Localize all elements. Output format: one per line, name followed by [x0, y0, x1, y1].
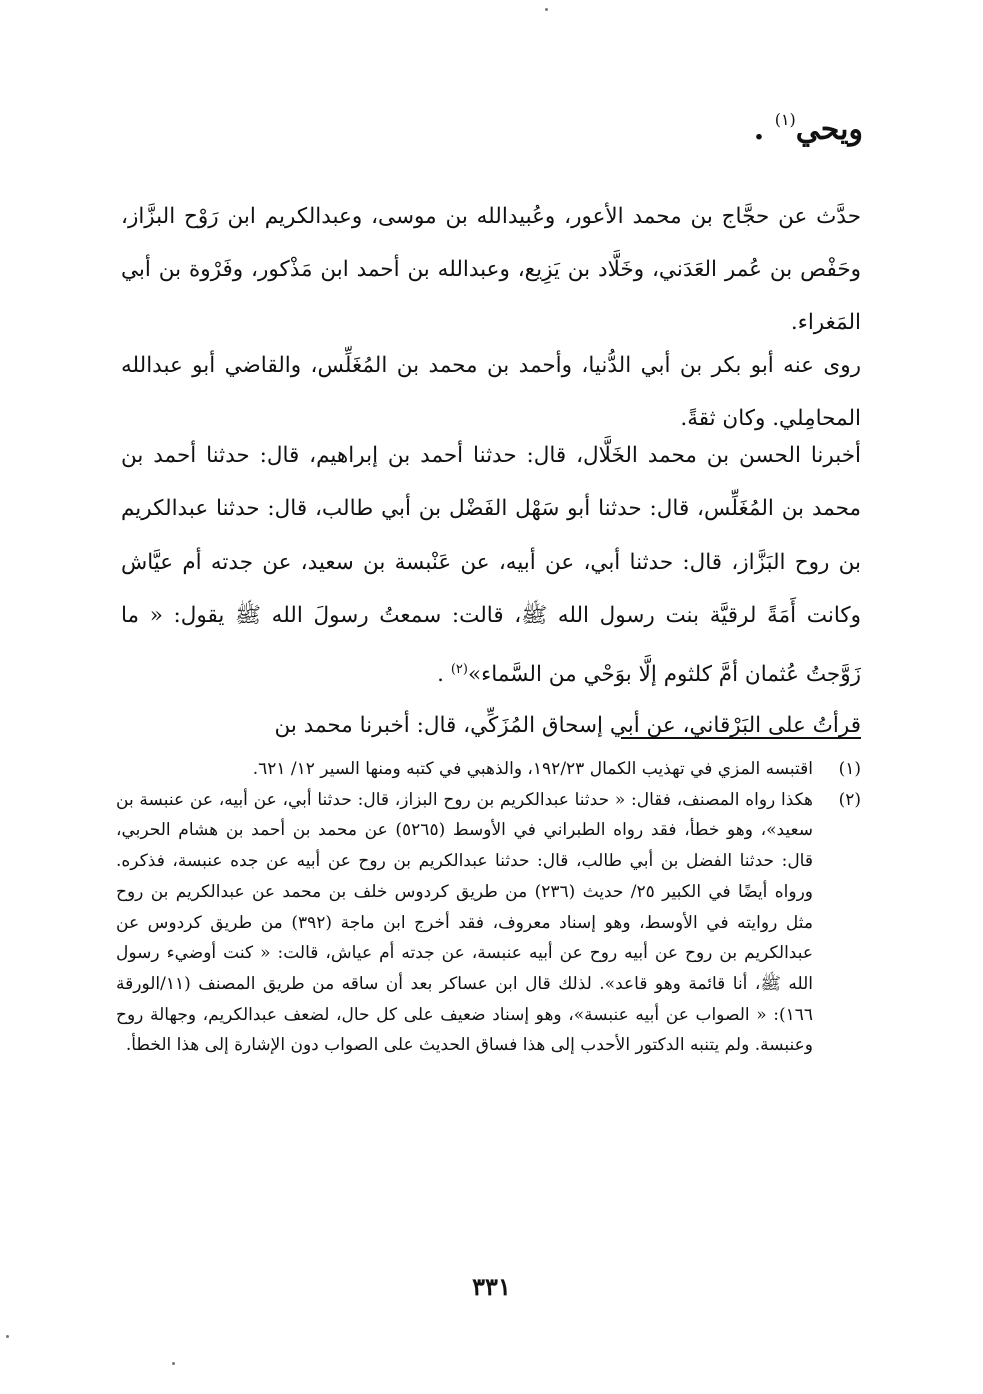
entry-heading-name: ويحي: [795, 112, 863, 147]
scan-speck: [6, 1335, 9, 1338]
footnote-1-text: اقتبسه المزي في تهذيب الكمال ١٩٢/٢٣، والذهبي في كتبه ومنها السير ١٢/ ٦٢١.: [252, 759, 813, 779]
footnote-2-text: هكذا رواه المصنف، فقال: « حدثنا عبدالكريم بن روح البزاز، قال: حدثنا أبي، عن أبيه، عن عنبسة بن سعيد»، وهو خطأ، فقد رواه الطبراني في الأوسط (٥٢٦٥) عن محمد بن أحمد بن هشام الحربي، قال: حدثنا الفضل بن أبي طالب، قال: حدثنا عبدالكريم بن روح عن أبيه عن جده عنبسة، فذكره. ورواه أيضًا في الكبير ٢٥/ حديث (٢٣٦) من طريق كردوس خلف بن محمد عن عبدالكريم بن روح مثل روايته في الأوسط، وهو إسناد معروف، فقد أخرج ابن ماجة (٣٩٢) من طريق كردوس عن عبدالكريم بن روح عن أبيه روح عن أبيه عنبسة، عن جدته أم عياش، قالت: « كنت أوضيء رسول الله ﷺ، أنا قائمة وهو قاعد». لذلك قال ابن عساكر بعد أن ساقه من طريق المصنف (١١/الورقة ١٦٦): « الصواب عن أبيه عنبسة»، وهو إسناد ضعيف على كل حال، لضعف عبدالكريم، وجهالة روح وعنبسة. ولم يتنبه الدكتور الأحدب إلى هذا فساق الحديث على الصواب دون الإشارة إلى هذا الخطأ.: [116, 789, 814, 1056]
scan-speck: [545, 8, 548, 11]
paragraph-continuation: قرأتُ على البَرْقاني، عن أبي إسحاق المُزَكِّي، قال: أخبرنا محمد بن: [274, 712, 861, 738]
paragraph-teachers: حدَّث عن حجَّاج بن محمد الأعور، وعُبيدالله بن موسى، وعبدالكريم ابن رَوْح البزَّاز، وحَفْص بن عُمر العَدَني، وخَلَّاد بن يَزِيع، وعبدالله بن أحمد ابن مَذْكور، وفَرْوة بن أبي المَغراء.: [121, 203, 861, 335]
footnote-2-number: (٢): [838, 789, 861, 810]
footnotes-section: [116, 754, 861, 1061]
footnote-2: [116, 785, 861, 1061]
footnote-1-number: (١): [838, 759, 861, 779]
heading-trailing-dot: .: [753, 112, 765, 147]
footnote-1: [116, 754, 861, 785]
hadith-footnote-ref: (٢): [450, 661, 468, 677]
hadith-text: أخبرنا الحسن بن محمد الخَلَّال، قال: حدثنا أحمد بن إبراهيم، قال: حدثنا أحمد بن محمد بن المُغَلِّس، قال: حدثنا أبو سَهْل الفَضْل بن أبي طالب، قال: حدثنا عبدالكريم بن روح البَزَّاز، قال: حدثنا أبي، عن أبيه، عن عَنْبسة بن سعيد، عن جدته أم عيَّاش وكانت أَمَةً لرقيَّة بنت رسول الله ﷺ، قالت: سمعتُ رسولَ الله ﷺ يقول: « ما زَوَّجتُ عُثمان أمَّ كلثوم إلَّا بوَحْي من السَّماء»: [121, 442, 861, 687]
entry-heading: [754, 100, 863, 150]
paragraph-hadith: [121, 429, 861, 702]
paragraph-students: روى عنه أبو بكر بن أبي الدُّنيا، وأحمد بن محمد بن المُغَلِّس، والقاضي أبو عبدالله المحامِلي. وكان ثقةً.: [121, 352, 861, 431]
page-number: ٣٣١: [472, 1272, 511, 1301]
footnote-separator: [621, 737, 861, 739]
hadith-trailing-dot: .: [437, 661, 444, 687]
heading-footnote-ref: (١): [774, 110, 796, 129]
scan-speck: [172, 1362, 175, 1365]
